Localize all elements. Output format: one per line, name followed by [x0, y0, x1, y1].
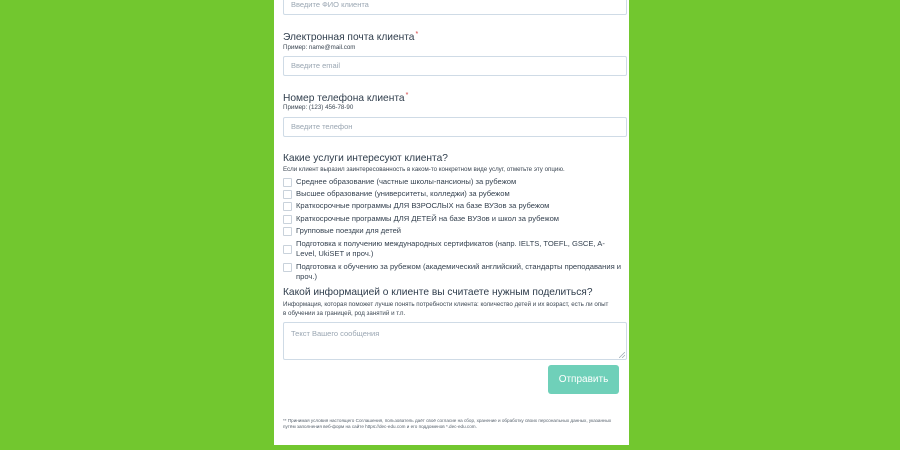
checkbox[interactable]: [283, 215, 292, 224]
consent-footnote: ** Принимая условия настоящего Соглашения, пользователь даёт своё согласие на сбор, хранение и обработку своих персональных данных, указанных путём заполнения веб-форм на сайте https://dec-edu.com и его поддоменов *.dec-edu.com.: [283, 418, 612, 429]
phone-label: Номер телефона клиента*: [283, 92, 409, 104]
client-name-input[interactable]: [283, 0, 627, 15]
phone-input[interactable]: [283, 117, 627, 137]
services-label: Какие услуги интересуют клиента?: [283, 153, 448, 164]
service-option-label: Краткосрочные программы ДЛЯ ДЕТЕЙ на базе ВУЗов и школ за рубежом: [296, 214, 560, 223]
required-mark: *: [415, 31, 419, 38]
email-input[interactable]: [283, 56, 627, 76]
service-option-label: Высшее образование (университеты, колледжи) за рубежом: [296, 189, 510, 198]
service-option-label: Подготовка к получению международных сертификатов (напр. IELTS, TOEFL, GSCE, A-Level, UkiSET и проч.): [296, 239, 605, 258]
info-hint: Информация, которая поможет лучше понять потребности клиента: количество детей и их возраст, есть ли опыт в обучении за границей, род занятий и т.п.: [283, 301, 609, 317]
service-option-label: Групповые поездки для детей: [296, 226, 402, 235]
phone-placeholder: Введите телефон: [291, 122, 353, 131]
service-option[interactable]: [283, 262, 623, 282]
service-option-label: Краткосрочные программы ДЛЯ ВЗРОСЛЫХ на базе ВУЗов за рубежом: [296, 201, 550, 210]
client-name-placeholder: Введите ФИО клиента: [291, 0, 369, 9]
email-hint: Пример: name@mail.com: [283, 44, 356, 51]
info-label: Какой информацией о клиенте вы считаете нужным поделиться?: [283, 287, 593, 298]
required-mark: *: [405, 92, 409, 99]
checkbox[interactable]: [283, 178, 292, 187]
resize-handle-icon[interactable]: [619, 352, 625, 358]
checkbox[interactable]: [283, 227, 292, 236]
email-placeholder: Введите email: [291, 61, 341, 70]
checkbox[interactable]: [283, 245, 292, 254]
form-card: [274, 0, 629, 445]
service-option[interactable]: [283, 177, 516, 187]
service-option[interactable]: [283, 226, 401, 236]
submit-button[interactable]: Отправить: [548, 365, 619, 394]
service-option-label: Среднее образование (частные школы-пансионы) за рубежом: [296, 177, 517, 186]
service-option[interactable]: [283, 189, 510, 199]
checkbox[interactable]: [283, 190, 292, 199]
message-textarea[interactable]: [283, 322, 627, 360]
services-hint: Если клиент выразил заинтересованность в каком-то конкретном виде услуг, отметьте эту опцию.: [283, 166, 565, 173]
checkbox[interactable]: [283, 263, 292, 272]
service-option[interactable]: [283, 239, 619, 259]
email-label: Электронная почта клиента*: [283, 31, 419, 43]
message-placeholder: Текст Вашего сообщения: [291, 329, 380, 338]
service-option-label: Подготовка к обучению за рубежом (академический английский, стандарты преподавания и проч.): [296, 262, 622, 281]
service-option[interactable]: [283, 201, 549, 211]
checkbox[interactable]: [283, 202, 292, 211]
phone-hint: Пример: (123) 456-78-90: [283, 104, 354, 111]
service-option[interactable]: [283, 214, 559, 224]
